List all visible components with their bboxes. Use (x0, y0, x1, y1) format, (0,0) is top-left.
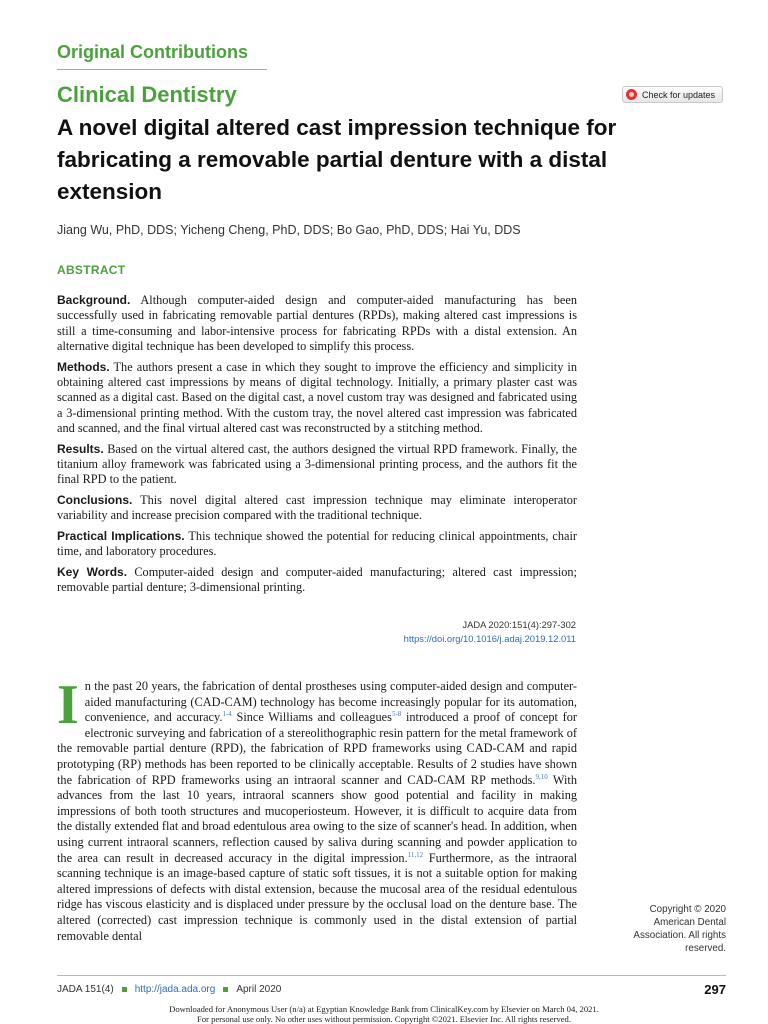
check-for-updates-button[interactable] (622, 86, 723, 103)
body-text-segment: Furthermore, as the intraoral scanning technique is an image-based capture of static soft tissues, it is not a suitable option for making altered impressions of defects with distal extension, because the mucosal area of the residual edentulous ridge has viscous elasticity and is displaced under pressure by the occlusal load on the denture base. The altered (corrected) cast impression technique is commonly used in the distal extension of partial removable dental (57, 850, 577, 943)
check-for-updates-label: Check for updates (642, 89, 716, 100)
drop-cap: I (57, 674, 79, 736)
article-title: A novel digital altered cast impression technique for fabricating a removable partial denture with a distal extension (57, 115, 617, 204)
abstract-keywords (57, 565, 577, 596)
keywords-text: Computer-aided design and computer-aided manufacturing; altered cast impression; removable partial denture; 3-dimensional printing. (57, 564, 577, 594)
download-notice-line: For personal use only. No other uses without permission. Copyright ©2021. Elsevier Inc. All rights reserved. (196, 1014, 572, 1024)
section-label: Original Contributions (57, 42, 248, 62)
keywords-label: Key Words. (57, 564, 128, 579)
abstract-conclusions (57, 493, 577, 524)
abstract-background (57, 293, 577, 355)
download-notice (0, 1004, 768, 1024)
implications-text: This technique showed the potential for reducing clinical appointments, chair time, and laboratory procedures. (57, 528, 578, 559)
results-label: Results. (57, 441, 104, 456)
implications-label: Practical Implications. (57, 528, 185, 543)
reference-link[interactable]: 1-4 (222, 710, 232, 719)
reference-link[interactable]: 5-8 (391, 710, 402, 719)
abstract-implications (57, 529, 577, 560)
methods-label: Methods. (57, 359, 110, 374)
body-text-segment: introduced a proof of concept for electronic surveying and fabrication of a stereolithographic resin pattern for the metal framework of the removable partial denture (RPD), the fabrication of RPD frameworks using CAD-CAM and rapid prototyping (RP) methods has been reported to be clinically acceptable. Results of 2 studies have shown the fabrication of RPD frameworks using an intraoral scanner and CAD-CAM RP methods. (57, 710, 577, 787)
intro-paragraph (57, 674, 577, 944)
footer-divider (57, 975, 726, 976)
doi-link[interactable]: https://doi.org/10.1016/j.adaj.2019.12.011 (403, 633, 576, 644)
page-footer (57, 982, 726, 997)
background-text: Although computer-aided design and computer-aided manufacturing has been successfully used in fabricating removable partial dentures (RPDs), making altered cast impressions is still a time-consuming and labor-intensive process for fabricating RPDs with a distal extension. An alternative digital technique has been developed to simplify this process. (57, 293, 577, 354)
abstract-results (57, 442, 577, 488)
methods-text: The authors present a case in which they sought to improve the efficiency and simplicity in obtaining altered cast impressions by means of digital technology. Initially, a primary plaster cast was scanned as a digital cast. Based on the digital cast, a novel custom tray was designed and fabricated using a 3-dimensional printing method. With the custom tray, the novel altered cast impression was fabricated and scanned, and the final virtual altered cast was reconstructed by a stitching method. (57, 359, 577, 436)
body-text-segment: Since Williams and colleagues (231, 710, 392, 725)
background-label: Background. (57, 293, 131, 307)
body-text-segment: With advances from the last 10 years, intraoral scanners show good potential and facility in making impressions of both tooth structures and mucoperiosteum. However, it is difficult to acquire data from the distally extended flat and broad edentulous area owing to the size of scanner's head. In addition, when using current intraoral scanners, reflection caused by saliva during scanning and powder application to the area can result in decreased accuracy in the digital impression. (57, 772, 577, 865)
copyright-line: Association. All rights (633, 930, 726, 941)
abstract-body (57, 293, 577, 600)
author-list: Jiang Wu, PhD, DDS; Yicheng Cheng, PhD, DDS; Bo Gao, PhD, DDS; Hai Yu, DDS (57, 223, 521, 237)
citation-block (300, 618, 576, 646)
reference-link[interactable]: 11,12 (407, 850, 424, 859)
page-number: 297 (704, 982, 726, 997)
subsection-label: Clinical Dentistry (57, 82, 237, 107)
bullet-square-icon (223, 987, 228, 992)
bullet-square-icon (122, 987, 127, 992)
copyright-line: Copyright © 2020 (649, 904, 726, 915)
copyright-line: reserved. (685, 943, 726, 954)
copyright-line: American Dental (653, 917, 726, 928)
footer-url-link[interactable]: http://jada.ada.org (134, 984, 216, 995)
update-badge-icon (626, 89, 637, 100)
body-text-segment: n the past 20 years, the fabrication of dental prostheses using computer-aided design and computer-aided manufacturing (CAD-CAM) technology has become increasingly popular for its automation, convenience, and accuracy. (84, 679, 577, 725)
abstract-methods (57, 360, 577, 437)
copyright-notice (606, 903, 726, 955)
section-divider (57, 69, 267, 70)
abstract-heading: ABSTRACT (57, 263, 126, 277)
reference-link[interactable]: 9,10 (535, 772, 548, 781)
article-body (57, 674, 577, 944)
download-notice-line: Downloaded for Anonymous User (n/a) at Egyptian Knowledge Bank from ClinicalKey.com by Elsevier on March 04, 2021. (169, 1004, 599, 1014)
conclusions-text: This novel digital altered cast impression technique may eliminate interoperator variability and increase precision compared with the traditional technique. (57, 492, 577, 523)
results-text: Based on the virtual altered cast, the authors designed the virtual RPD framework. Finally, the titanium alloy framework was fabricated using a 3-dimensional printing process, and the authors fit the final RPD to the patient. (57, 441, 577, 487)
footer-date: April 2020 (236, 984, 282, 995)
journal-citation: JADA 2020:151(4):297-302 (462, 619, 576, 630)
footer-journal: JADA 151(4) (57, 984, 114, 995)
conclusions-label: Conclusions. (57, 492, 133, 507)
